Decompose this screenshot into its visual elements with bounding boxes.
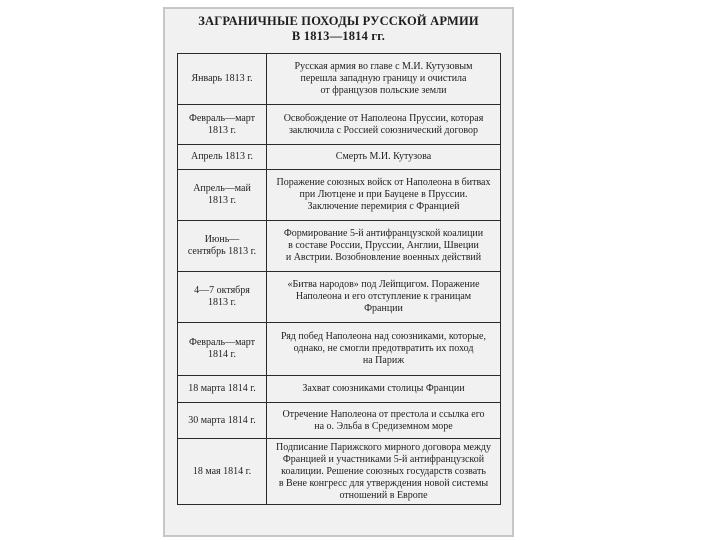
event-cell: Смерть М.И. Кутузова [267,145,501,170]
table-row [178,323,501,376]
date-cell: 18 марта 1814 г. [178,376,267,403]
date-cell: 18 мая 1814 г. [178,439,267,505]
table-row [178,376,501,403]
event-cell: Подписание Парижского мирного договора между Францией и участниками 5-й антифранцузской коалиции. Решение союзных государств созвать в Вене конгресс для утверждения новой системы отношений в Европе [267,439,501,505]
date-cell: Февраль—март 1813 г. [178,105,267,145]
table-row [178,145,501,170]
event-cell: Русская армия во главе с М.И. Кутузовым перешла западную границу и очистила от французов польские земли [267,54,501,105]
date-cell: Апрель 1813 г. [178,145,267,170]
date-cell: Апрель—май 1813 г. [178,170,267,221]
event-cell: Захват союзниками столицы Франции [267,376,501,403]
table-row [178,221,501,272]
table-row [178,403,501,439]
title-line-2: В 1813—1814 гг. [291,29,386,43]
date-cell: Февраль—март 1814 г. [178,323,267,376]
event-cell: Освобождение от Наполеона Пруссии, которая заключила с Россией союзнический договор [267,105,501,145]
table-row [178,105,501,145]
page-title [165,14,512,44]
date-cell: Январь 1813 г. [178,54,267,105]
table-row [178,170,501,221]
date-cell: 30 марта 1814 г. [178,403,267,439]
table-row [178,439,501,505]
event-cell: Ряд побед Наполеона над союзниками, которые, однако, не смогли предотвратить их поход на Париж [267,323,501,376]
document-page [163,7,514,537]
event-cell: «Битва народов» под Лейпцигом. Поражение Наполеона и его отступление к границам Франции [267,272,501,323]
title-line-1: ЗАГРАНИЧНЫЕ ПОХОДЫ РУССКОЙ АРМИИ [198,14,479,28]
event-cell: Поражение союзных войск от Наполеона в битвах при Лютцене и при Бауцене в Пруссии. Заключение перемирия с Францией [267,170,501,221]
event-cell: Формирование 5-й антифранцузской коалиции в составе России, Пруссии, Англии, Швеции и Австрии. Возобновление военных действий [267,221,501,272]
events-table [177,53,501,505]
date-cell: 4—7 октября 1813 г. [178,272,267,323]
event-cell: Отречение Наполеона от престола и ссылка его на о. Эльба в Средиземном море [267,403,501,439]
date-cell: Июнь— сентябрь 1813 г. [178,221,267,272]
table-row [178,54,501,105]
table-row [178,272,501,323]
